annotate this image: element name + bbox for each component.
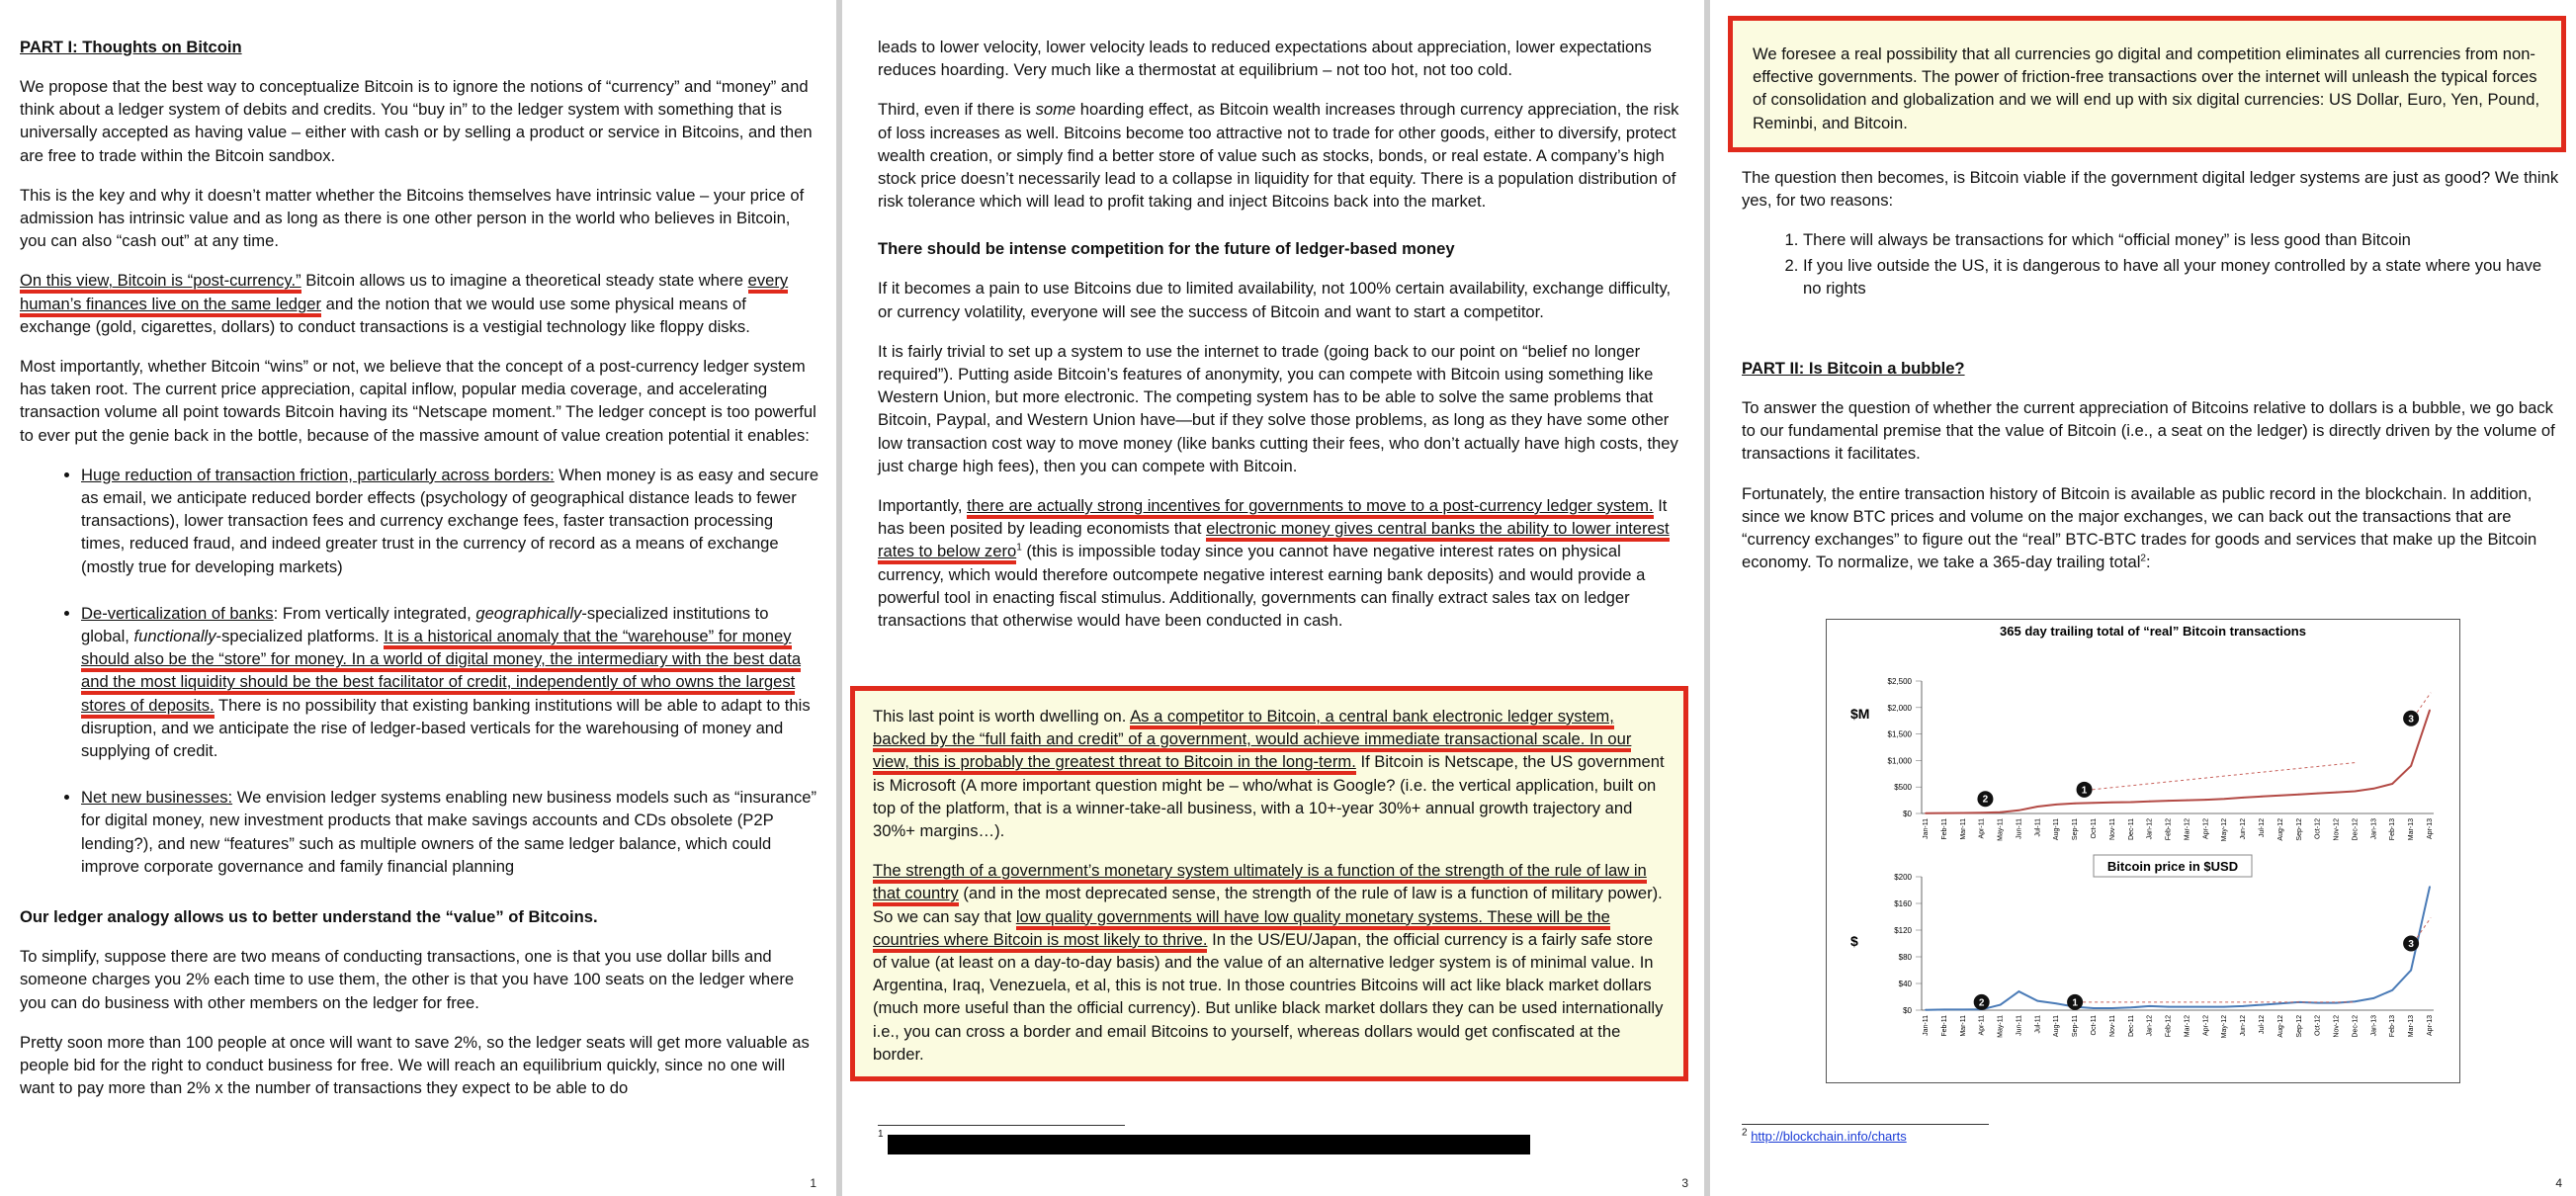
chart-svg [1827, 620, 2459, 1082]
y-tick-label: $500 [1894, 783, 1912, 793]
underlined-phrase: electronic money gives central banks the ability to lower interest rates to below zero [878, 519, 1670, 564]
x-tick-label: Apr-13 [2427, 818, 2434, 840]
footnote-ref[interactable]: 1 [1016, 542, 1022, 554]
x-tick-label: Mar-13 [2408, 1015, 2416, 1038]
text-span: In the US/EU/Japan, the official currency is a fairly safe store of value (at least on a day-to-day basis) and the value of an alternative ledger system is of minimal value. In Argentina, Iraq, Venezuela, et al, this is not true. In those countries Bitcoins will act like black market dollars (much more useful than the official currency). But unlike black market dollars they can be used internationally i.e., you can cross a border and email Bitcoins to yourself, whereas dollars would get confiscated at the border. [873, 929, 1664, 1064]
text-span: Bitcoin allows us to imagine a theoretical steady state where [301, 271, 748, 291]
underlined-phrase: there are actually strong incentives for governments to move to a post-currency ledger system. [967, 496, 1654, 519]
data-point [2279, 1002, 2281, 1004]
paragraph: To simplify, suppose there are two means of conducting transactions, one is that you use dollar bills and someone charges you 2% each time to use them, the other is that you have 100 seats on the ledger where you can do business with other members on the ledger for free. [20, 947, 795, 1012]
paragraph: Pretty soon more than 100 people at once will want to save 2%, so the ledger seats will get more valuable as people bid for the right to conduct business for free. We will reach an equilibrium quickly, since no one will want to pay more than 2% x the number of transactions they expect to be able to do [20, 1032, 810, 1098]
bullet-title: Net new businesses: [81, 788, 233, 808]
bullet-title: De-verticalization of banks [81, 603, 274, 623]
page-number: 4 [2555, 1176, 2562, 1190]
y-tick-label: $200 [1894, 873, 1912, 882]
text-span: There is no possibility that existing banking institutions will be able to adapt to this disruption, and we anticipate the rise of ledger-based verticals for the warehousing of money and supplying of credit. [81, 695, 811, 761]
paragraph: Most importantly, whether Bitcoin “wins” or not, we believe that the concept of a post-currency ledger system has taken root. The current price appreciation, capital inflow, popular media coverage, and accelerating transaction volume all point towards Bitcoin having its “Netscape moment.” The ledger concept is too powerful to ever put the genie back in the bottle, because of the massive amount of value creation potential it enables: [20, 357, 816, 445]
underlined-phrase: It is a historical anomaly that the “warehouse” for money should also be the “store” for money. In a world of digital money, the intermediary with the best data and the most liquidity should be the best facilitator of credit, independently of who owns the largest stores of deposits. [81, 627, 801, 719]
text-span: : [2145, 553, 2151, 572]
page-number: 1 [810, 1176, 816, 1190]
data-point [2187, 1006, 2189, 1008]
list-item [81, 602, 820, 762]
text-span: some [1035, 100, 1076, 120]
annotation-label: 3 [2408, 714, 2414, 726]
x-tick-label: Mar-11 [1959, 1015, 1967, 1037]
x-tick-label: Jun-11 [2016, 1015, 2023, 1036]
x-tick-label: Aug-12 [2276, 1015, 2284, 1038]
x-tick-label: Aug-12 [2276, 818, 2284, 841]
x-tick-label: Dec-12 [2352, 818, 2360, 841]
annotation-label: 1 [2072, 997, 2078, 1009]
series-line [1926, 887, 2430, 1010]
data-point [2355, 1000, 2357, 1002]
x-tick-label: Jun-12 [2240, 818, 2248, 840]
x-tick-label: Nov-12 [2333, 818, 2341, 841]
data-point [2093, 1007, 2095, 1009]
x-tick-label: Jul-11 [2034, 818, 2042, 837]
data-point [2261, 1004, 2263, 1006]
x-tick-label: Oct-11 [2091, 1015, 2098, 1036]
text-span: We envision ledger systems enabling new business models such as “insurance” for digital money, new investment products that make savings accounts and CDs obsolete (P2P lending?), and new “features” such as multiple owners of the same ledger balance, which could improve corporate governance and family financial planning [81, 788, 817, 876]
reasons-list [1742, 228, 2560, 299]
data-point [2298, 794, 2300, 796]
data-point [2036, 1000, 2038, 1002]
annotation-label: 3 [2408, 939, 2414, 950]
data-point [2279, 795, 2281, 797]
x-tick-label: Jan-12 [2146, 818, 2154, 840]
data-point [2036, 806, 2038, 808]
y-tick-label: $80 [1898, 953, 1912, 962]
paragraph: It is fairly trivial to set up a system to use the internet to trade (going back to our point on “belief no longer required”). Putting aside Bitcoin’s features of anonymity, you can compete with Bitcoin using something like Western Union, but more electronic. The competing system has to be able to solve the same problems that Bitcoin, Paypal, and Western Union have—but if they solve those problems, as long as they have some other low transaction cost way to move money (like banks cutting their fees, who don’t actually have high costs, they just charge high fees), then you can compete with Bitcoin. [878, 341, 1678, 475]
footnote-separator [878, 1125, 1125, 1126]
data-point [2336, 792, 2338, 794]
section-heading: There should be intense competition for the future of ledger-based money [878, 239, 1455, 259]
x-tick-label: Jan-13 [2370, 818, 2378, 840]
x-tick-label: Feb-12 [2165, 818, 2173, 841]
x-tick-label: Dec-11 [2127, 1015, 2135, 1038]
text-span: and the notion that we would use some physical means of exchange (gold, cigarettes, dollars) to conduct transactions is a vestigial technology like floppy disks. [20, 294, 750, 336]
y-tick-label: $120 [1894, 926, 1912, 935]
paragraph [873, 859, 1670, 1066]
underlined-phrase: every human’s finances live on the same ledger [20, 271, 788, 316]
data-point [2355, 791, 2357, 793]
x-tick-label: Jan-13 [2370, 1015, 2378, 1037]
x-tick-label: May-11 [1997, 818, 2005, 841]
annotation-label: 1 [2081, 785, 2088, 797]
x-tick-label: Feb-12 [2165, 1015, 2173, 1038]
data-point [2111, 802, 2113, 804]
data-point [2000, 1004, 2002, 1006]
page-3 [842, 0, 1704, 1196]
data-point [2093, 802, 2095, 804]
data-point [1981, 812, 1983, 813]
chart-title: Bitcoin price in $USD [2106, 859, 2239, 874]
list-item [81, 786, 820, 878]
footnote-ref[interactable]: 2 [2140, 553, 2146, 564]
x-tick-label: Jul-11 [2034, 1015, 2042, 1034]
paragraph: If it becomes a pain to use Bitcoins due to limited availability, not 100% certain availability, exchange difficulty, or currency volatility, everyone will see the success of Bitcoin and want to start a competitor. [878, 279, 1672, 321]
paragraph: We foresee a real possibility that all currencies go digital and competition eliminates all currencies from non-effective governments. The power of friction-free transactions over the internet will unleash the typical forces of consolidation and globalization and we will end up with six digital currencies: US Dollar, Euro, Yen, Pound, Reminbi, and Bitcoin. [1753, 44, 2540, 132]
x-tick-label: Feb-13 [2389, 818, 2397, 841]
paragraph [20, 269, 820, 338]
paragraph: The question then becomes, is Bitcoin viable if the government digital ledger systems are just as good? We think yes, for two reasons: [1742, 168, 2559, 211]
trend-arrow [2417, 693, 2431, 713]
data-point [2410, 970, 2412, 972]
data-point [2223, 1006, 2225, 1008]
underlined-phrase: As a competitor to Bitcoin, a central bank electronic ledger system, backed by the “full faith and credit” of a government, would achieve immediate transactional scale. In our view, this is probably the greatest threat to Bitcoin in the long-term. [873, 707, 1631, 775]
paragraph: This is the key and why it doesn’t matter whether the Bitcoins themselves have intrinsic value – your price of admission has intrinsic value and as long as there is one other person in the world who believes in Bitcoin, you can also “cash out” at any time. [20, 185, 805, 251]
data-point [2429, 710, 2431, 712]
data-point [2187, 800, 2189, 802]
list-item [81, 464, 820, 578]
data-point [2168, 1006, 2170, 1008]
underlined-phrase: The strength of a government’s monetary system ultimately is a function of the strength of the rule of law in that country [873, 861, 1647, 906]
part2-heading: PART II: Is Bitcoin a bubble? [1742, 359, 1965, 379]
data-point [1925, 1009, 1927, 1011]
data-point [2111, 1007, 2113, 1009]
data-point [2317, 793, 2319, 795]
underlined-phrase: On this view, Bitcoin is “post-currency.” [20, 271, 301, 294]
x-tick-label: Jun-12 [2240, 1015, 2248, 1037]
data-point [2055, 1002, 2057, 1004]
x-tick-label: May-11 [1997, 1015, 2005, 1038]
x-tick-label: Mar-13 [2408, 818, 2416, 841]
x-tick-label: Nov-11 [2108, 1015, 2116, 1038]
highlight-box [1728, 16, 2566, 152]
data-point [2000, 812, 2002, 813]
x-tick-label: Apr-11 [1978, 818, 1986, 839]
data-point [2018, 990, 2020, 992]
data-point [1962, 812, 1964, 814]
paragraph: We propose that the best way to conceptualize Bitcoin is to ignore the notions of “currency” and “money” and think about a ledger system of debits and credits. You “buy in” to the ledger system with something that is universally accepted as having value – either with cash or by selling a product or service in Bitcoins, and then are free to trade within the Bitcoin sandbox. [20, 77, 813, 165]
x-tick-label: Oct-12 [2314, 1015, 2322, 1037]
list-item: 1. There will always be transactions for which “official money” is less good than Bitcoin [1803, 228, 2560, 251]
text-span: : From vertically integrated, [273, 603, 476, 623]
page-4 [1710, 0, 2576, 1196]
series-line [1926, 711, 2430, 813]
x-tick-label: Apr-13 [2427, 1015, 2434, 1037]
x-tick-label: Jan-12 [2146, 1015, 2154, 1037]
benefit-list [20, 464, 820, 878]
data-point [2372, 788, 2374, 790]
section-heading: Our ledger analogy allows us to better understand the “value” of Bitcoins. [20, 907, 598, 927]
data-point [2261, 796, 2263, 798]
y-axis-label: $ [1850, 933, 1858, 949]
text-span: Importantly, [878, 496, 968, 516]
data-point [2429, 886, 2431, 888]
text-span: If Bitcoin is Netscape, the US government is Microsoft (A more important question might be – who/what is Google? (i.e. the vertical application, built on top of the platform, that is a winner-take-all business, with a 10+-year 30%+ annual growth trajectory and 30%+ margins…). [873, 752, 1665, 841]
paragraph: leads to lower velocity, lower velocity leads to reduced expectations about appreciation, lower expectations reduces hoarding. Very much like a thermostat at equilibrium – not too hot, not too cold. [878, 38, 1652, 80]
data-point [2372, 997, 2374, 999]
y-tick-label: $1,500 [1887, 729, 1912, 739]
data-point [2055, 804, 2057, 806]
x-tick-label: Mar-12 [2184, 818, 2191, 841]
x-tick-label: Mar-12 [2184, 1015, 2191, 1038]
text-span: It has been posited by leading economists that [878, 496, 1668, 539]
data-point [2074, 803, 2076, 805]
x-tick-label: Mar-11 [1959, 818, 1967, 840]
paragraph [1742, 482, 2560, 574]
x-tick-label: Sep-12 [2295, 1015, 2303, 1038]
paragraph [878, 98, 1688, 213]
paragraph [878, 494, 1688, 632]
x-tick-label: Oct-12 [2314, 818, 2322, 840]
footnote-mark: 2 [1742, 1127, 1748, 1139]
data-point [1943, 812, 1945, 814]
text-span: (this is impossible today since you cannot have negative interest rates on physical currency, which would therefore outcompete negative interest earning bank deposits) and would provide a powerful tool in enacting fiscal stimulus. Additionally, governments can finally extract sales tax on ledger transactions that otherwise would have been conducted in cash. [878, 542, 1646, 631]
x-tick-label: Nov-11 [2108, 818, 2116, 841]
data-point [1925, 812, 1927, 814]
bitcoin-charts [1826, 619, 2460, 1083]
x-tick-label: May-12 [2221, 818, 2229, 842]
y-tick-label: $0 [1903, 1006, 1912, 1015]
text-span: -specialized institutions to global, [81, 603, 769, 646]
y-tick-label: $0 [1903, 810, 1912, 818]
paragraph: To answer the question of whether the current appreciation of Bitcoins relative to dollars is a bubble, we go back to our fundamental premise that the value of Bitcoin (i.e., a seat on the ledger) is directly driven by the volume of transactions it facilitates. [1742, 398, 2555, 464]
data-point [2149, 1005, 2151, 1007]
data-point [2149, 801, 2151, 803]
x-tick-label: Oct-11 [2091, 818, 2098, 839]
data-point [2410, 765, 2412, 767]
x-tick-label: Jan-11 [1923, 1015, 1930, 1036]
data-point [2130, 802, 2132, 804]
x-tick-label: Aug-11 [2053, 818, 2061, 841]
x-tick-label: Jun-11 [2016, 818, 2023, 839]
x-tick-label: Dec-11 [2127, 818, 2135, 841]
x-tick-label: Feb-13 [2389, 1015, 2397, 1038]
data-point [1943, 1008, 1945, 1010]
chart-title: 365 day trailing total of “real” Bitcoin transactions [2000, 624, 2306, 639]
data-point [2391, 783, 2393, 785]
data-point [2204, 799, 2206, 801]
x-tick-label: Apr-12 [2202, 1015, 2210, 1037]
data-point [1962, 1008, 1964, 1010]
page-1 [0, 0, 836, 1196]
data-point [2130, 1006, 2132, 1008]
x-tick-label: Feb-11 [1940, 1015, 1948, 1037]
list-item: 2. If you live outside the US, it is dangerous to have all your money controlled by a state where you have no rights [1803, 254, 2560, 299]
y-tick-label: $160 [1894, 899, 1912, 908]
data-point [2223, 798, 2225, 800]
text-span: hoarding effect, as Bitcoin wealth increases through currency appreciation, the risk of loss increases as well. Bitcoins become too attractive not to trade for other goods, either to diversify, protect wealth creation, or simply find a better store of value such as stocks, bonds, or real estate. A company’s high stock price doesn’t necessarily lead to a collapse in liquidity for that equity. There is a population distribution of risk tolerance which will lead to profit taking and inject Bitcoins back into the market. [878, 100, 1679, 212]
data-point [2242, 1005, 2244, 1007]
x-tick-label: Apr-11 [1978, 1015, 1986, 1036]
bullet-title: Huge reduction of transaction friction, particularly across borders: [81, 465, 555, 484]
annotation-label: 2 [1978, 997, 1985, 1009]
annotation-label: 2 [1982, 794, 1989, 806]
x-tick-label: Sep-12 [2295, 818, 2303, 841]
x-tick-label: Sep-11 [2072, 1015, 2080, 1038]
data-point [2018, 810, 2020, 812]
x-tick-label: Jan-11 [1923, 818, 1930, 839]
text-span: geographically [475, 603, 582, 623]
x-tick-label: Nov-12 [2333, 1015, 2341, 1038]
data-point [2204, 1006, 2206, 1008]
x-tick-label: Aug-11 [2053, 1015, 2061, 1038]
x-tick-label: Sep-11 [2072, 818, 2080, 841]
underlined-phrase: low quality governments will have low quality monetary systems. These will be the countries where Bitcoin is most likely to thrive. [873, 907, 1610, 953]
footnote-mark: 1 [878, 1129, 884, 1140]
y-tick-label: $40 [1898, 980, 1912, 988]
blockchain-link[interactable]: http://blockchain.info/charts [1751, 1129, 1907, 1144]
x-tick-label: May-12 [2221, 1015, 2229, 1039]
highlight-box [850, 686, 1688, 1081]
y-tick-label: $2,500 [1887, 677, 1912, 686]
paragraph [873, 705, 1670, 842]
data-point [2168, 800, 2170, 802]
text-span: Third, even if there is [878, 100, 1036, 120]
y-axis-label: $M [1850, 706, 1870, 722]
footnote-separator [1742, 1124, 1989, 1125]
x-tick-label: Feb-11 [1940, 818, 1948, 840]
text-span: Fortunately, the entire transaction history of Bitcoin is available as public record in the blockchain. In addition, since we know BTC prices and volume on the major exchanges, we can back out the transactions that are “currency exchanges” to figure out the “real” BTC-BTC trades for goods and services that make up the Bitcoin economy. To normalize, we take a 365-day trailing total [1742, 483, 2537, 572]
x-tick-label: Jul-12 [2259, 818, 2266, 838]
data-point [2336, 1002, 2338, 1004]
y-tick-label: $2,000 [1887, 703, 1912, 713]
x-tick-label: Dec-12 [2352, 1015, 2360, 1038]
y-tick-label: $1,000 [1887, 756, 1912, 766]
text-span: This last point is worth dwelling on. [873, 707, 1131, 726]
trend-arrow [2093, 763, 2356, 790]
data-point [2391, 989, 2393, 991]
text-span: -specialized platforms. [215, 627, 385, 646]
text-span: functionally [133, 627, 216, 646]
part1-heading: PART I: Thoughts on Bitcoin [20, 38, 242, 56]
x-tick-label: Jul-12 [2259, 1015, 2266, 1035]
footnote [1742, 1129, 1907, 1144]
x-tick-label: Apr-12 [2202, 818, 2210, 840]
data-point [2242, 797, 2244, 799]
text-span: When money is as easy and secure as email, we anticipate reduced border effects (psychology of geographical distance leads to fewer transactions), lower transaction fees and currency exchange fees, faster transaction processing times, reduced fraud, and indeed greater trust in the currency of record as a means of exchange (mostly true for developing markets) [81, 465, 819, 576]
page-number: 3 [1681, 1176, 1688, 1190]
text-span: (and in the most deprecated sense, the strength of the rule of law is a function of military power). So we can say that [873, 884, 1663, 926]
redaction-bar [888, 1135, 1530, 1154]
